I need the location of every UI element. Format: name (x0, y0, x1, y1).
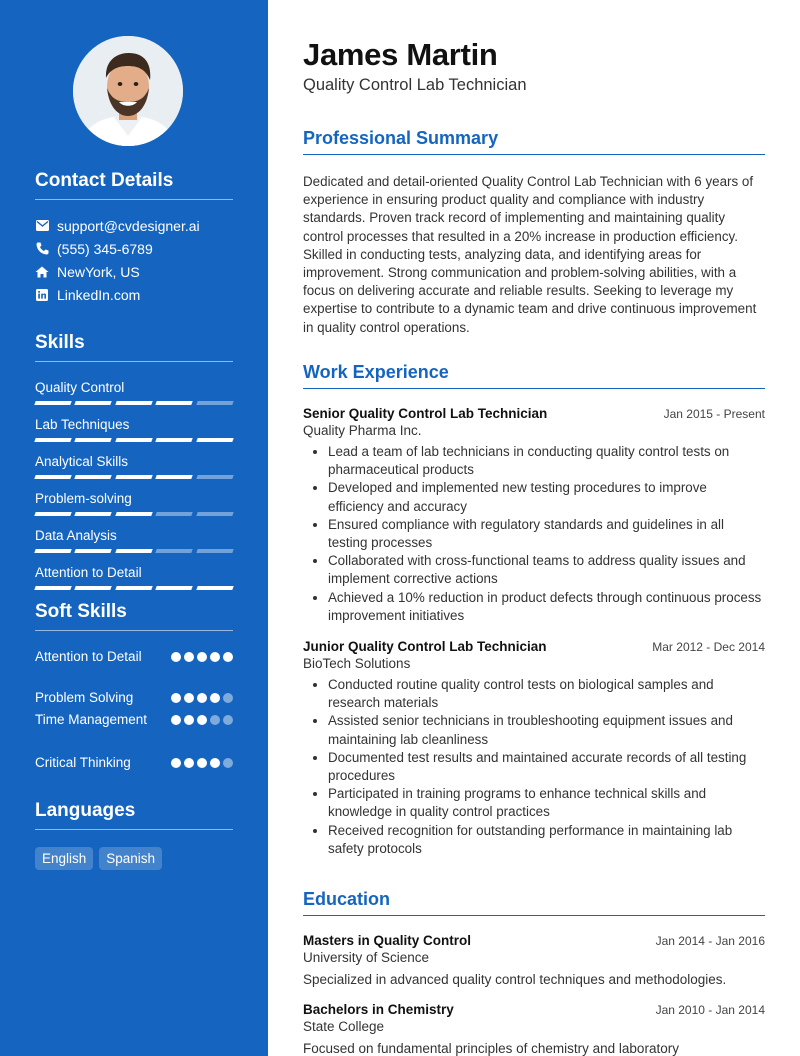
skill-level-bar (35, 586, 233, 590)
linkedin-icon (35, 288, 49, 302)
phone-icon (35, 242, 49, 256)
rating-dot (171, 693, 181, 703)
skill-level-segment (196, 586, 234, 590)
soft-skill-row (35, 689, 233, 711)
rating-dot (197, 693, 207, 703)
rating-dot (210, 693, 220, 703)
job-bullets (303, 676, 765, 858)
education-desc: Specialized in advanced quality control techniques and methodologies. (303, 972, 727, 987)
language-chip: English (35, 847, 93, 870)
rating-dot (197, 758, 207, 768)
skill-item (35, 563, 233, 590)
rating-dot (197, 715, 207, 725)
skills-section (35, 332, 233, 600)
soft-skill-row (35, 648, 233, 689)
skill-level-bar (35, 549, 233, 553)
soft-skill-name: Time Management (35, 712, 148, 727)
skill-item (35, 489, 233, 516)
rating-dot (171, 758, 181, 768)
rating-dot (223, 693, 233, 703)
school-name: University of Science (303, 950, 430, 965)
job-bullet: • Collaborated with cross-functional teams to address quality issues and implement corrective actions (328, 552, 765, 588)
skill-level-segment (34, 512, 72, 516)
contact-linkedin[interactable] (35, 283, 233, 306)
rating-dot (171, 715, 181, 725)
school-name: State College (303, 1019, 385, 1034)
job-bullet: • Achieved a 10% reduction in product defects through continuous process improvement initiatives (328, 589, 765, 625)
skill-level-segment (155, 512, 193, 516)
soft-skills-title: Soft Skills (35, 601, 233, 631)
skill-level-segment (115, 401, 153, 405)
rating-dot (210, 758, 220, 768)
education-desc: Focused on fundamental principles of chemistry and laboratory (303, 1041, 679, 1056)
skill-level-segment (34, 475, 72, 479)
skill-level-segment (155, 549, 193, 553)
summary-text: Dedicated and detail-oriented Quality Control Lab Technician with 6 years of experience in ensuring product quality and compliance with industry standards. Proven track record of implementing and maintaining quality control processes that resulted in a 20% increase in production efficiency. Skilled in conducting tests, analyzing data, and identifying areas for improvement. Strong communication and problem-solving abilities, with a focus on delivering accurate and reliable results. Seeking to leverage my expertise to contribute to a dynamic team and drive continuous improvement in quality control operations. (303, 174, 757, 335)
contact-email[interactable] (35, 214, 233, 237)
skill-level-segment (196, 401, 234, 405)
job-bullet: • Received recognition for outstanding performance in maintaining lab safety protocols (328, 822, 765, 858)
home-icon (35, 265, 49, 279)
rating-dot (223, 652, 233, 662)
skill-item (35, 526, 233, 553)
soft-skill-row (35, 711, 233, 754)
soft-skill-name: Problem Solving (35, 690, 134, 705)
skills-list (35, 378, 233, 590)
rating-dot (184, 758, 194, 768)
skill-level-segment (115, 438, 153, 442)
soft-skill-dots (171, 758, 233, 768)
job-bullet: • Assisted senior technicians in troubleshooting equipment issues and maintaining lab cleanliness (328, 712, 765, 748)
education-entry (303, 933, 765, 987)
skill-level-bar (35, 475, 233, 479)
languages-section (35, 800, 233, 870)
skill-level-segment (196, 512, 234, 516)
job-entry (303, 639, 765, 858)
candidate-role: Quality Control Lab Technician (303, 76, 527, 94)
skill-level-segment (115, 512, 153, 516)
contact-email-text: support@cvdesigner.ai (57, 217, 200, 234)
skill-level-segment (115, 549, 153, 553)
skill-level-bar (35, 512, 233, 516)
languages-list (35, 847, 233, 870)
skill-level-segment (115, 586, 153, 590)
soft-skill-name: Attention to Detail (35, 649, 142, 664)
skill-level-bar (35, 438, 233, 442)
skill-name: Attention to Detail (35, 565, 142, 580)
rating-dot (223, 715, 233, 725)
job-bullet: • Developed and implemented new testing procedures to improve efficiency and accuracy (328, 479, 765, 515)
skill-level-segment (75, 549, 113, 553)
job-bullet: • Ensured compliance with regulatory standards and guidelines in all testing processes (328, 516, 765, 552)
soft-skill-row (35, 754, 233, 776)
job-date: Jan 2015 - Present (663, 407, 765, 421)
soft-skill-dots (171, 693, 233, 703)
job-company: BioTech Solutions (303, 656, 411, 671)
skill-level-segment (155, 401, 193, 405)
contact-phone[interactable] (35, 237, 233, 260)
languages-title: Languages (35, 800, 233, 830)
job-bullet: • Conducted routine quality control tests on biological samples and research materials (328, 676, 765, 712)
skill-name: Quality Control (35, 380, 125, 395)
job-title: Junior Quality Control Lab Technician (303, 639, 547, 654)
skill-level-segment (75, 512, 113, 516)
skill-name: Data Analysis (35, 528, 117, 543)
skill-level-segment (196, 475, 234, 479)
skill-name: Lab Techniques (35, 417, 130, 432)
skill-level-segment (196, 549, 234, 553)
skill-level-segment (34, 438, 72, 442)
job-bullets (303, 443, 765, 625)
job-bullet: • Participated in training programs to enhance technical skills and knowledge in quality control practices (328, 785, 765, 821)
job-entry (303, 406, 765, 625)
soft-skills-section (35, 601, 233, 776)
contact-phone-text: (555) 345-6789 (57, 240, 153, 257)
skill-item (35, 415, 233, 442)
rating-dot (171, 652, 181, 662)
contact-title: Contact Details (35, 170, 233, 200)
skill-level-segment (34, 401, 72, 405)
soft-skill-dots (171, 715, 233, 725)
rating-dot (197, 652, 207, 662)
experience-title: Work Experience (303, 362, 765, 389)
envelope-icon (35, 219, 49, 233)
skill-level-segment (155, 475, 193, 479)
contact-section (35, 170, 233, 306)
profile-photo (73, 36, 183, 146)
rating-dot (223, 758, 233, 768)
degree-title: Bachelors in Chemistry (303, 1002, 454, 1017)
job-date: Mar 2012 - Dec 2014 (652, 640, 765, 654)
job-title: Senior Quality Control Lab Technician (303, 406, 548, 421)
skill-name: Problem-solving (35, 491, 132, 506)
job-bullet: • Documented test results and maintained accurate records of all testing procedures (328, 749, 765, 785)
rating-dot (210, 652, 220, 662)
skill-item (35, 452, 233, 479)
contact-linkedin-text: LinkedIn.com (57, 286, 141, 303)
skill-level-segment (155, 438, 193, 442)
skills-title: Skills (35, 332, 233, 362)
rating-dot (184, 693, 194, 703)
skill-level-segment (75, 401, 113, 405)
language-chip: Spanish (99, 847, 162, 870)
sidebar (0, 0, 268, 1056)
soft-skills-list (35, 648, 233, 776)
rating-dot (184, 652, 194, 662)
soft-skill-dots (171, 652, 233, 662)
education-entry (303, 1002, 765, 1056)
skill-level-bar (35, 401, 233, 405)
skill-level-segment (196, 438, 234, 442)
skill-level-segment (75, 475, 113, 479)
skill-level-segment (75, 438, 113, 442)
skill-level-segment (34, 586, 72, 590)
job-bullet: • Lead a team of lab technicians in conducting quality control tests on pharmaceutical products (328, 443, 765, 479)
candidate-name: James Martin (303, 37, 498, 72)
education-date: Jan 2010 - Jan 2014 (655, 1003, 765, 1017)
rating-dot (184, 715, 194, 725)
education-title: Education (303, 889, 765, 916)
skill-level-segment (34, 549, 72, 553)
avatar (73, 36, 183, 146)
skill-item (35, 378, 233, 405)
rating-dot (210, 715, 220, 725)
contact-location (35, 260, 233, 283)
contact-location-text: NewYork, US (57, 263, 140, 280)
education-date: Jan 2014 - Jan 2016 (655, 934, 765, 948)
skill-level-segment (155, 586, 193, 590)
degree-title: Masters in Quality Control (303, 933, 472, 948)
skill-level-segment (115, 475, 153, 479)
skill-name: Analytical Skills (35, 454, 129, 469)
soft-skill-name: Critical Thinking (35, 755, 131, 770)
summary-title: Professional Summary (303, 128, 765, 155)
skill-level-segment (75, 586, 113, 590)
job-company: Quality Pharma Inc. (303, 423, 422, 438)
